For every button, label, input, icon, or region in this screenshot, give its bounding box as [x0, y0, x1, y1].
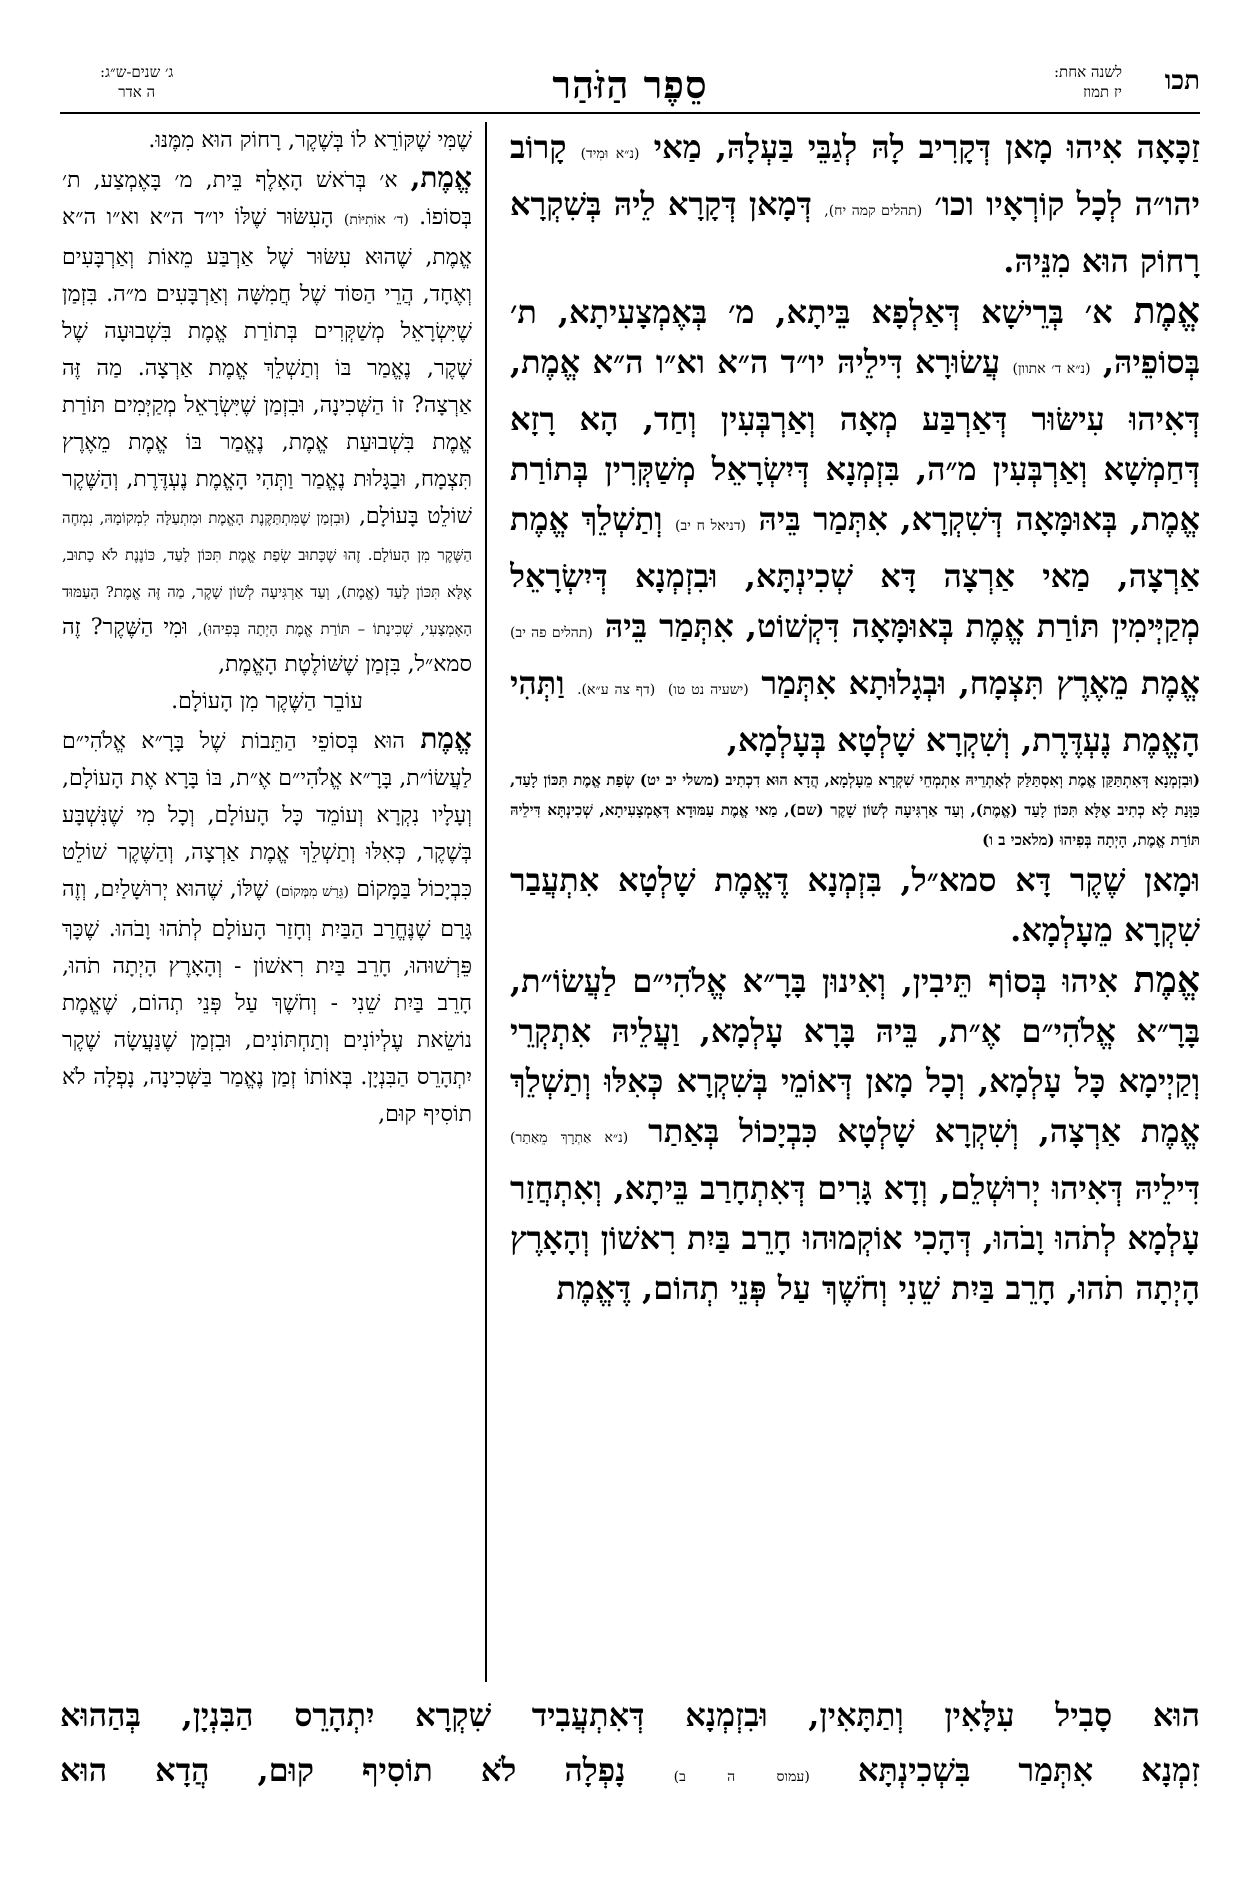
bottom-continuation: [60, 1688, 1200, 1818]
schedule-date-2: ה אדר: [118, 83, 156, 101]
citation: (גֵּרַשׁ מִמְּקוֹם): [275, 884, 349, 900]
bottom-line-2: זִמְנָא אִתְּמַר בִּשְׁכִינְתָּא (עמוס ה ב) נָפְלָה לֹא תוֹסִיף קוּם, הֲדָא הוּא: [60, 1751, 1201, 1789]
header-rule: [60, 112, 1200, 114]
citation: (עמוס ה ב): [673, 1769, 810, 1785]
lead-word: אֱמֶת: [420, 722, 472, 755]
citation: (דניאל ח יב): [674, 518, 747, 534]
citation: (תהלים קמה יח),: [824, 203, 923, 219]
citation: (נ״א וּמִיד): [580, 146, 640, 162]
schedule-date: יז תמוז: [1083, 83, 1122, 101]
citation: (ד׳ אוֹתִיּוֹת): [343, 212, 409, 228]
side-paragraph-3: אֱמֶת הוּא בְּסוֹפֵי הַתֵּבוֹת שֶׁל בָּרָ״א אֱלֹהִי״ם לַעֲשׂוֹ״ת, בָּרָ״א אֱלֹהִי״ם אֶ״ת, בּוֹ בָּרָא אֶת הָעוֹלָם, וְעָלָיו נִקְרָא וְעוֹמֵד כָּל הָעוֹלָם, וְכָל מִי שֶׁנִּשְׁבָּע בְּשֶׁקֶר, כְּאִלּוּ וְתַשְׁלֵךְ אֱמֶת אַרְצָה, וְהַשֶּׁקֶר שׁוֹלֵט כִּבְיָכוֹל בַּמָּקוֹם (גֵּרַשׁ מִמְּקוֹם) שֶׁלּוֹ, שֶׁהוּא יְרוּשָׁלַיִם, וְזֶה גָּרַם שֶׁנֶּחֱרַב הַבַּיִת וְחָזַר הָעוֹלָם לְתֹהוּ וָבֹהוּ. שֶׁכָּךְ פֵּרְשׁוּהוּ, חָרֵב בַּיִת רִאשׁוֹן - וְהָאָרֶץ הָיְתָה תֹהוּ, חָרֵב בַּיִת שֵׁנִי - וְחֹשֶׁךְ עַל פְּנֵי תְהוֹם, שֶׁאֱמֶת נוֹשֵׂאת עֶלְיוֹנִים וְתַחְתּוֹנִים, וּבִזְמַן שֶׁנַּעֲשָׂה שֶׁקֶר יִתְהָרֵס הַבִּנְיָן. בְּאוֹתוֹ זְמַן נֶאֱמַר בַּשְּׁכִינָה, נָפְלָה לֹא תוֹסִיף קוּם,: [62, 722, 472, 1127]
main-paragraph-3: אֱמֶת אִיהוּ בְּסוֹף תֵּיבִין, וְאִינוּן בָּרָ״א אֱלֹהִי״ם לַעֲשׂוֹ״ת, בָּרָ״א אֱלֹהִי״ם אֶ״ת, בֵּיהּ בָּרָא עָלְמָא, וַעֲלֵיהּ אִתְקְרֵי וְקַיְימָא כָּל עָלְמָא, וְכָל מָאן דְּאוֹמֵי בְּשִׁקְרָא כְּאִלּוּ וְתַשְׁלֵךְ אֱמֶת אַרְצָה, וְשִׁקְרָא שָׁלְטָא כִּבְיָכוֹל בְּאַתַר (נ״א אַתְרָךְ מֵאַתַר) דִּילֵיהּ דְּאִיהוּ יְרוּשְׁלֵם, וְדָא גָּרִים דְּאִתְחָרַב בֵּיתָא, וְאִתְחֲזַר עָלְמָא לְתֹהוּ וָבֹהוּ, דְּהָכִי אוֹקְמוּהוּ חָרֵב בַּיִת רִאשׁוֹן וְהָאָרֶץ הָיְתָה תֹהוּ, חָרֵב בַּיִת שֵׁנִי וְחֹשֶׁךְ עַל פְּנֵי תְהוֹם, דֶּאֱמֶת: [510, 959, 1200, 1307]
side-paragraph-2: אֱמֶת, א׳ בְּרֹאשׁ הָאָלֶף בֵּית, מ׳ בָּאֶמְצַע, ת׳ בְּסוֹפוֹ. (ד׳ אוֹתִיּוֹת) הָעִשּׂוּר שֶׁלּוֹ יו״ד ה״א וא״ו ה״א אֱמֶת, שֶׁהוּא עִשּׂוּר שֶׁל אַרְבַּע מֵאוֹת וְאַרְבָּעִים וְאֶחָד, הֲרֵי הַסּוֹד שֶׁל חֲמִשָּׁה וְאַרְבָּעִים מ״ה. בִּזְמַן שֶׁיִּשְׂרָאֵל מְשַׁקְּרִים בְּתוֹרַת אֱמֶת בִּשְׁבוּעָה שֶׁל שֶׁקֶר, נֶאֱמַר בּוֹ וְתַשְׁלֵךְ אֱמֶת אַרְצָה. מַה זֶּה אַרְצָה? זוֹ הַשְּׁכִינָה, וּבִזְמַן שֶׁיִּשְׂרָאֵל מְקַיְּמִים תּוֹרַת אֱמֶת בִּשְׁבוּעַת אֱמֶת, נֶאֱמַר בּוֹ אֱמֶת מֵאֶרֶץ תִּצְמָח, וּבַגָּלוּת נֶאֱמַר וַתְּהִי הָאֱמֶת נֶעְדֶּרֶת, וְהַשֶּׁקֶר שׁוֹלֵט בָּעוֹלָם, (וּבִזְמַן שֶׁמִּתְתַּקֶּנֶת הָאֱמֶת וּמִתְעַלָּה לִמְקוֹמָהּ, נִמְחֶה הַשֶּׁקֶר מִן הָעוֹלָם. זֶהוּ שֶׁכָּתוּב שְׂפַת אֱמֶת תִּכּוֹן לָעַד, כּוֹנֶנֶת לֹא כָתוּב, אֶלָּא תִּכּוֹן לָעַד (אֱמֶת), וְעַד אַרְגִּיעָה לְשׁוֹן שָׁקֶר, מַה זֶּה אֱמֶת? הָעַמּוּד הָאֶמְצָעִי, שְׁכִינָתוֹ – תּוֹרַת אֱמֶת הָיְתָה בְּפִיהוּ), וּמִי הַשֶּׁקֶר? זֶה סמא״ל, בִּזְמַן שֶׁשּׁוֹלֶטֶת הָאֱמֶת, עוֹבֵר הַשֶּׁקֶר מִן הָעוֹלָם.: [62, 161, 472, 714]
study-schedule-three-years: [100, 62, 173, 102]
main-paragraph-2: אֱמֶת א׳ בְּרֵישָׁא דְּאַלְפָא בֵּיתָא, מ׳ בְּאֶמְצָעִיתָא, ת׳ בְּסוֹפֵיהּ, (נ״א ד׳ אתוון) עֲשׂוּרָא דִּילֵיהּ יו״ד ה״א וא״ו ה״א אֱמֶת, דְּאִיהוּ עִישּׂוּר דְּאַרְבַּע מְאָה וְאַרְבְּעִין וְחַד, הָא רָזָא דְּחַמְשָׁא וְאַרְבְּעִין מ״ה, בִּזְמְנָא דְּיִשְׂרָאֵל מְשַׁקְּרִין בְּתוֹרַת אֱמֶת, בְּאוּמָּאָה דְּשִׁקְרָא, אִתְּמַר בֵּיהּ (דניאל ח יב) וְתַשְׁלֵךְ אֱמֶת אַרְצָה, מַאי אַרְצָה דָּא שְׁכִינְתָּא, וּבִזְמְנָא דְּיִשְׂרָאֵל מְקַיְּימִין תּוֹרַת אֱמֶת בְּאוּמָּאָה דִּקְשׁוֹט, אִתְּמַר בֵּיהּ (תהלים פה יב) אֱמֶת מֵאֶרֶץ תִּצְמָח, וּבְגָלוּתָא אִתְּמַר (ישעיה נט טו) (דף צה ע״א). וַתְּהִי הָאֱמֶת נֶעְדֶּרֶת, וְשִׁקְרָא שָׁלְטָא בְּעָלְמָא, (וּבִזְמְנָא דְּאִתְתַּקַּן אֱמֶת וְאִסְתַּלַּק לְאַתְרֵיהּ אִתְמְחֵי שִׁקְרָא מֵעָלְמָא, הֲדָא הוּא דִכְתִיב (משלי יב יט) שְׂפַת אֱמֶת תִּכּוֹן לָעַד, כַּוָּנַת לָא כְתִיב אֶלָּא תִּכּוֹן לָעַד (אֱמֶת), וְעַד אַרְגִּיעָה לְשׁוֹן שָׁקֶר (שם), מַאי אֱמֶת עַמּוּדָא דְּאֶמְצָעִיתָא, שְׁכִינְתָּא דִּילֵיהּ תּוֹרַת אֱמֶת, הָיְתָה בְּפִיהוּ (מלאכי ב ו) וּמָאן שֶׁקֶר דָּא סמא״ל, בִּזְמְנָא דֶּאֱמֶת שָׁלְטָא אִתְעֲבַר שִׁקְרָא מֵעָלְמָא.: [510, 290, 1200, 949]
schedule-label: לשנה אחת:: [1054, 63, 1122, 81]
side-paragraph-1: שֶׁמִּי שֶׁקּוֹרֵא לוֹ בְּשֶׁקֶר, רָחוֹק הוּא מִמֶּנּוּ.: [148, 128, 472, 153]
translation-column: [62, 122, 472, 1682]
citation: (תהלים פה יב): [510, 625, 593, 641]
page-reference: (דף צה ע״א).: [577, 682, 656, 698]
citation: (ישעיה נט טו): [667, 682, 749, 698]
page-number: תכו: [1164, 66, 1200, 96]
page-header: [60, 62, 1200, 112]
main-paragraph-1: זַכָּאָה אִיהוּ מָאן דְּקָרִיב לָהּ לְגַבֵּי בַּעְלָהּ, מַאי (נ״א וּמִיד) קָרוֹב יהו״ה לְכָל קוֹרְאָיו וכו׳ (תהלים קמה יח), דְּמָאן דְּקָרָא לֵיהּ בְּשִׁקְרָא רָחוֹק הוּא מִנֵּיהּ.: [510, 128, 1200, 280]
lead-word: אֱמֶת,: [410, 161, 472, 194]
main-column: [510, 122, 1200, 1682]
citation: (נ״א ד׳ אתוון): [1012, 361, 1091, 377]
citation: (נ״א אַתְרָךְ מֵאַתַר): [510, 1130, 629, 1146]
lead-word: אֱמֶת: [1133, 959, 1200, 1001]
column-divider: [485, 122, 487, 1682]
parenthetical-gloss: (וּבִזְמַן שֶׁמִּתְתַּקֶּנֶת הָאֱמֶת וּמִתְעַלָּה לִמְקוֹמָהּ, נִמְחֶה הַשֶּׁקֶר מִן הָעוֹלָם. זֶהוּ שֶׁכָּתוּב שְׂפַת אֱמֶת תִּכּוֹן לָעַד, כּוֹנֶנֶת לֹא כָתוּב, אֶלָּא תִּכּוֹן לָעַד (אֱמֶת), וְעַד אַרְגִּיעָה לְשׁוֹן שָׁקֶר, מַה זֶּה אֱמֶת? הָעַמּוּד הָאֶמְצָעִי, שְׁכִינָתוֹ – תּוֹרַת אֱמֶת הָיְתָה בְּפִיהוּ),: [62, 509, 472, 638]
book-title: סֵפֶר הַזֹּהַר: [552, 62, 708, 107]
lead-word: אֱמֶת: [1133, 290, 1200, 332]
parenthetical-gloss: (וּבִזְמְנָא דְּאִתְתַּקַּן אֱמֶת וְאִסְתַּלַּק לְאַתְרֵיהּ אִתְמְחֵי שִׁקְרָא מֵעָלְמָא, הֲדָא הוּא דִכְתִיב (משלי יב יט) שְׂפַת אֱמֶת תִּכּוֹן לָעַד, כַּוָּנַת לָא כְתִיב אֶלָּא תִּכּוֹן לָעַד (אֱמֶת), וְעַד אַרְגִּיעָה לְשׁוֹן שָׁקֶר (שם), מַאי אֱמֶת עַמּוּדָא דְּאֶמְצָעִיתָא, שְׁכִינְתָּא דִּילֵיהּ תּוֹרַת אֱמֶת, הָיְתָה בְּפִיהוּ (מלאכי ב ו): [510, 771, 1200, 849]
schedule-label-2: ג׳ שנים-ש״ג:: [100, 63, 174, 81]
bottom-line-1: הוּא סָבִיל עִלָּאִין וְתַתָּאִין, וּבִזְמְנָא דְּאִתְעֲבִיד שִׁקְרָא יִתְהָרֵס הַבִּנְיָן, בְּהַהוּא: [60, 1696, 1200, 1734]
